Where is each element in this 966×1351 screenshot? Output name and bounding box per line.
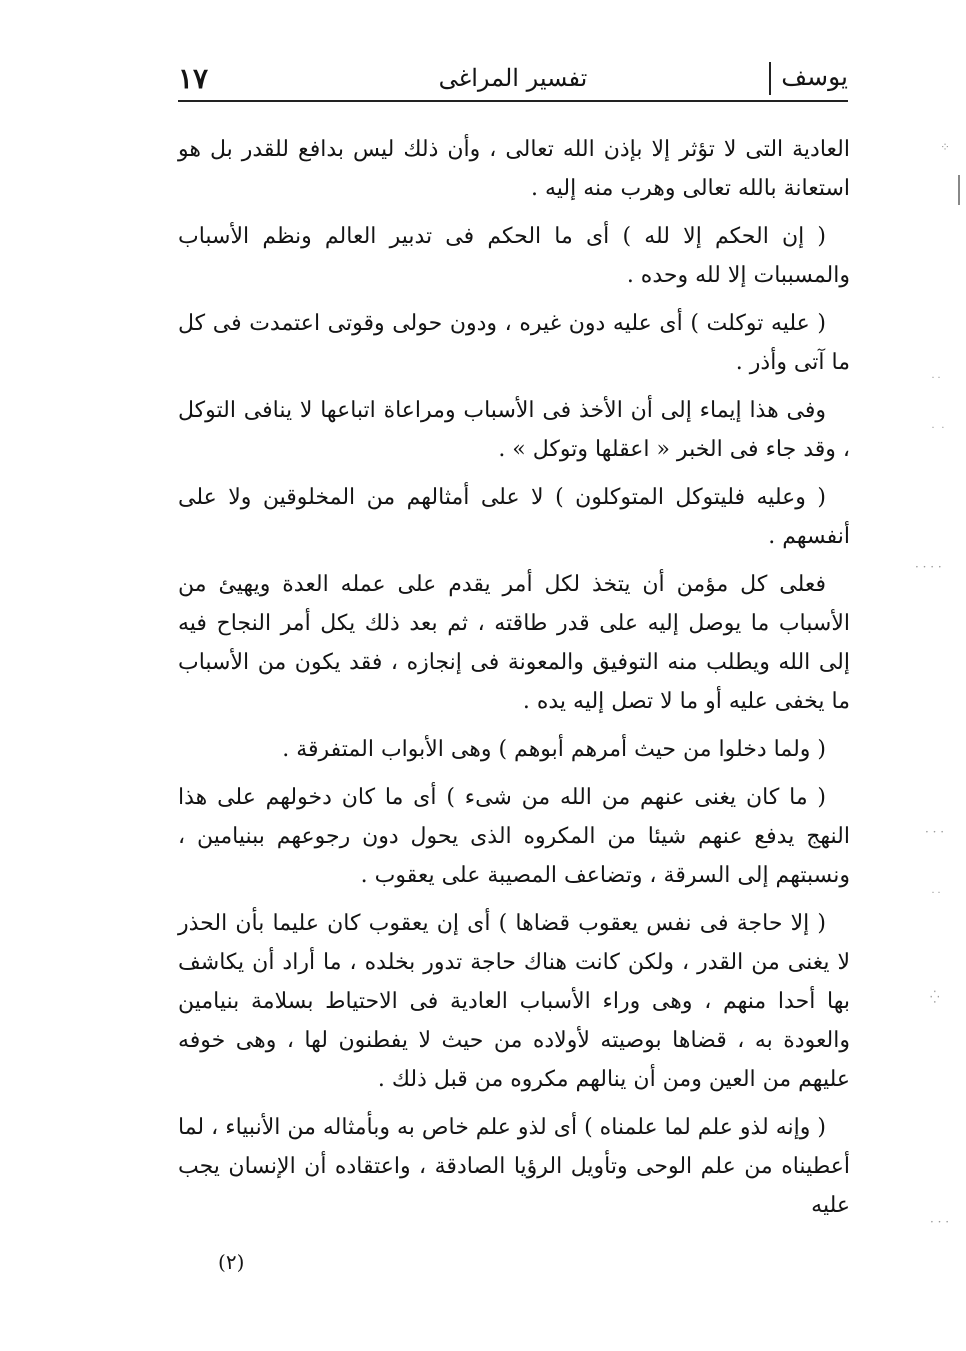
margin-speck: ˙˙ bbox=[930, 890, 942, 904]
book-title: تفسير المراغى bbox=[438, 64, 588, 92]
paragraph: ( عليه توكلت ) أى عليه دون غيره ، ودون حولى وقوتى اعتمدت فى كل ما آتى وأذر . bbox=[178, 311, 850, 375]
paragraph: ( إلا حاجة فى نفس يعقوب قضاها ) أى إن يعقوب كان عليما بأن الحذر لا يغنى من القدر ، ولكن كانت هناك حاجة تدور بخلده ، ما أراد أن يكاشف بها أحدا منهم ، وهى وراء الأسباب العادية فى الاحتياط بسلامة بنيامين والعودة به ، قضاها بوصيته لأولاده من حيث لا يفطنون لها ، وهى خوفه عليهم من العين ومن أن ينالهم مكروه من قبل ذلك . bbox=[178, 911, 850, 1092]
page-header bbox=[178, 56, 848, 102]
paragraph: فعلى كل مؤمن أن يتخذ لكل أمر يقدم على عمله العدة ويهيئ من الأسباب ما يوصل إليه على قدر طاقته ، ثم بعد ذلك يكل أمر النجاح فيه إلى الله ويطلب منه التوفيق والمعونة فى إنجازه ، فقد يكون من الأسباب ما يخفى عليه أو ما لا تصل إليه يده . bbox=[178, 572, 850, 714]
margin-speck: ⁘ bbox=[940, 140, 951, 154]
page-number: ١٧ bbox=[178, 61, 209, 95]
margin-speck: · · · bbox=[925, 825, 945, 839]
margin-speck: · · · · bbox=[915, 560, 942, 574]
surah-name: يوسف bbox=[769, 62, 848, 95]
paragraph: وفى هذا إيماء إلى أن الأخذ فى الأسباب ومراعاة اتباعها لا ينافى التوكل ، وقد جاء فى الخبر « اعقلها وتوكل » . bbox=[178, 398, 850, 462]
margin-speck: ˙ ˙ bbox=[930, 425, 946, 439]
paragraph: العادية التى لا تؤثر إلا بإذن الله تعالى ، وأن ذلك ليس بدافع للقدر بل هو استعانة بالله تعالى وهرب منه إليه . bbox=[178, 137, 850, 201]
paragraph: ( وعليه فليتوكل المتوكلون ) لا على أمثالهم من المخلوقين ولا على أنفسهم . bbox=[178, 485, 850, 549]
paragraph: ( إن الحكم إلا لله ) أى ما الحكم فى تدبير العالم ونظم الأسباب والمسببات إلا لله وحده . bbox=[178, 224, 850, 288]
page-body bbox=[178, 130, 850, 1234]
paragraph: ( ما كان يغنى عنهم من الله من شىء ) أى ما كان دخولهم على هذا النهج يدفع عنهم شيئا من المكروه الذى يحول دون رجوعهم ببنيامين ، ونسبتهم إلى السرقة ، وتضاعف المصيبة على يعقوب . bbox=[178, 785, 850, 888]
margin-speck: · · · bbox=[930, 1215, 950, 1229]
paragraph: ( ولما دخلوا من حيث أمرهم أبوهم ) وهى الأبواب المتفرقة . bbox=[282, 737, 826, 762]
paragraph: ( وإنه لذو علم لما علمناه ) أى لذو علم خاص به وبأمثاله من الأنبياء ، لما أعطيناه من علم الوحى وتأويل الرؤيا الصادقة ، واعتقاده أن الإنسان يجب عليه bbox=[178, 1115, 850, 1218]
margin-line bbox=[958, 175, 960, 205]
signature-mark: (٢) bbox=[218, 1250, 245, 1274]
margin-speck: ˙˙ bbox=[930, 375, 942, 389]
margin-speck: ⁛ bbox=[930, 990, 940, 1004]
